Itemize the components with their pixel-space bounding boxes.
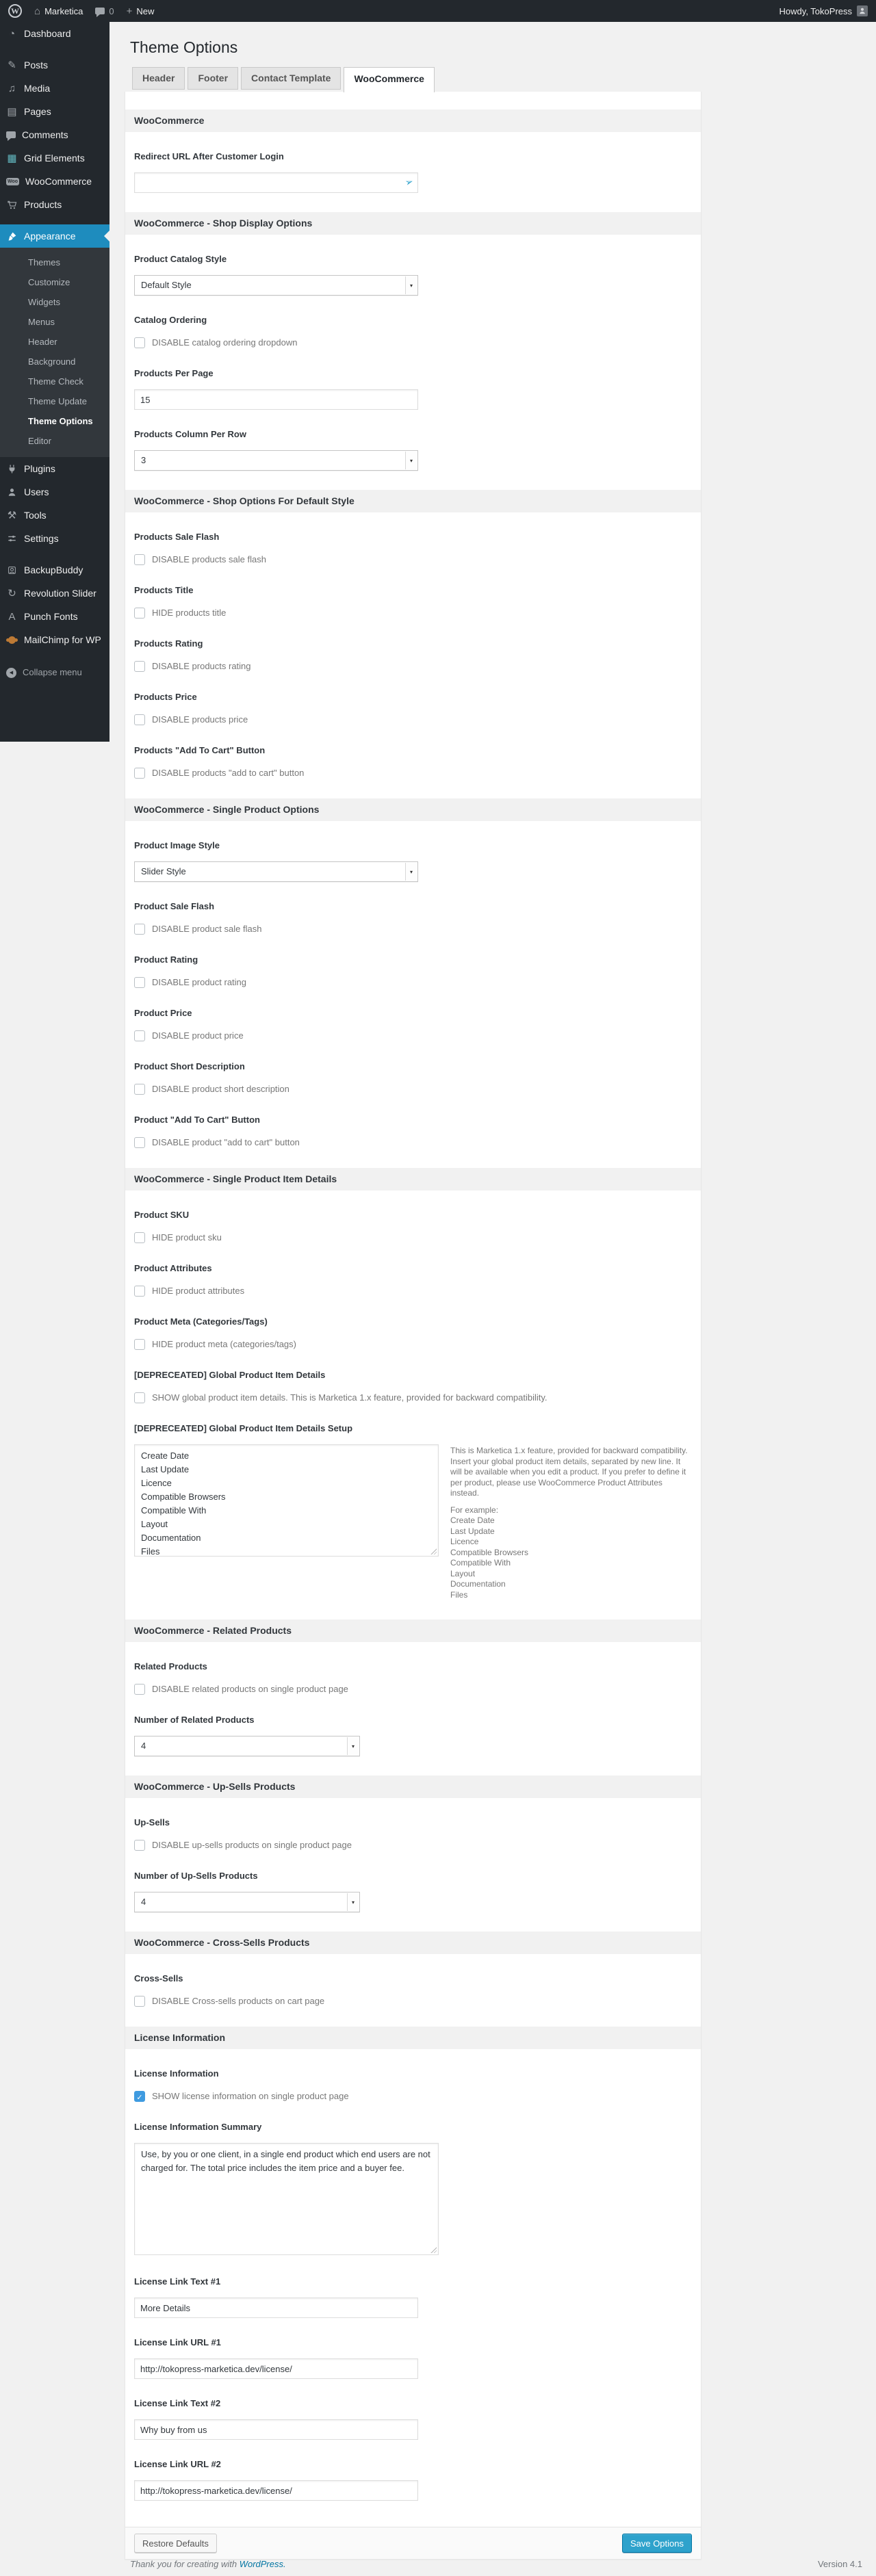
field-license-link-url-1 [134,2337,692,2379]
input-wrap [134,389,418,410]
account-menu[interactable] [780,5,868,16]
field-products-add-to-cart-button [134,744,692,779]
checkbox-row-product-sale-flash[interactable] [134,923,692,935]
submit-bar [125,2527,701,2559]
sidebar-item-label: Grid Elements [24,153,85,164]
tab-contact-template[interactable]: Contact Template [241,67,341,90]
checkbox-label: DISABLE product "add to cart" button [152,1137,300,1147]
field-number-of-related-products [134,1714,692,1756]
checkbox[interactable] [134,1084,145,1095]
checkbox-label: DISABLE products sale flash [152,554,266,564]
checkbox-label: DISABLE products rating [152,661,251,671]
sidebar-item-label: Products [24,199,62,210]
section-fields [125,1661,701,1758]
sidebar-item-punch-fonts[interactable] [0,605,110,628]
field-product-short-description [134,1061,692,1095]
field-redirect-url-after-customer-login [134,151,692,193]
home-icon: ⌂ [34,5,41,17]
revolution-slider-icon: ↻ [8,587,16,599]
section-header-license-information: License Information [125,2027,701,2049]
main-content [110,22,876,2560]
section-header-woocommerce-related-products: WooCommerce - Related Products [125,1619,701,1642]
select-value: Default Style [141,280,192,290]
section-fields [125,840,701,1150]
checkbox-label: DISABLE product rating [152,977,247,987]
field-license-information [134,2068,692,2103]
wordpress-link[interactable]: WordPress. [239,2559,286,2569]
footer-thanks [130,2559,286,2569]
sidebar-item-appearance[interactable] [0,224,110,248]
section-fields [125,1209,701,1602]
sidebar-item-label: Comments [22,129,68,140]
checkbox-label: HIDE product attributes [152,1286,245,1296]
submenu-item-menus[interactable]: Menus [28,317,55,327]
note-line: Documentation [450,1579,506,1589]
admin-sidebar [0,22,110,742]
checkbox[interactable] [134,714,145,725]
field-label: [DEPRECEATED] Global Product Item Details Setup [134,1423,353,1433]
field-label: Number of Up-Sells Products [134,1871,258,1881]
select-value: 4 [141,1741,146,1751]
field-products-per-page [134,367,692,410]
textarea-wrap [134,1444,439,1559]
field-number-of-up-sells-products [134,1870,692,1912]
submenu-item-editor[interactable]: Editor [28,436,51,446]
checkbox-row-products-title[interactable] [134,607,692,619]
checkbox[interactable] [134,554,145,565]
field-label: License Information Summary [134,2122,262,2132]
backupbuddy-icon [6,565,18,575]
input-wrap [134,2480,418,2501]
sidebar-item-label: Settings [24,533,59,544]
field-label: Products "Add To Cart" Button [134,745,266,755]
sidebar-item-label: Punch Fonts [24,611,78,622]
select-value: 4 [141,1897,146,1907]
section-bottom-space [134,471,692,472]
appearance-submenu [0,248,110,457]
checkbox-label: DISABLE products "add to cart" button [152,768,305,778]
submenu-item-background[interactable]: Background [28,356,76,367]
admin-footer [130,2559,862,2569]
section-fields [125,2068,701,2501]
admin-bar [0,0,876,22]
collapse-icon: ◀ [6,668,16,678]
field-label: License Information [134,2068,219,2079]
field-product-catalog-style [134,253,692,296]
input-wrap [134,2419,418,2440]
checkbox-label: HIDE product sku [152,1232,222,1243]
text-input-products-per-page[interactable] [134,389,418,410]
select-product-image-style[interactable] [134,861,418,882]
theme-options-panel [125,92,701,2560]
avatar [857,5,868,16]
field-product-meta-categories-tags [134,1316,692,1351]
sidebar-item-label: WooCommerce [25,176,92,187]
field-product-rating [134,954,692,989]
field-license-link-url-2 [134,2458,692,2501]
field-label: Number of Related Products [134,1715,255,1725]
tabs [132,67,862,92]
submenu-item-theme-update[interactable]: Theme Update [28,396,87,406]
mailchimp-icon [8,636,16,644]
field-label: License Link Text #1 [134,2276,221,2287]
field-products-price [134,691,692,726]
footer-version: Version 4.1 [817,2559,862,2569]
submenu-item-widgets[interactable]: Widgets [28,297,60,307]
checkbox[interactable] [134,768,145,779]
submenu-item-header[interactable]: Header [28,337,57,347]
text-input-license-link-text-1[interactable] [134,2298,418,2318]
field-label: Products Rating [134,638,203,649]
settings-icon [6,534,18,544]
field-product-add-to-cart-button [134,1114,692,1149]
sidebar-item-label: Tools [24,510,47,521]
users-icon [6,487,18,497]
checkbox[interactable] [134,608,145,619]
select-number-of-related-products[interactable] [134,1736,360,1756]
field-label: License Link URL #1 [134,2337,221,2347]
menu-separator [0,45,110,53]
checkbox-row-products-add-to-cart-button[interactable] [134,767,692,779]
field-label: License Link Text #2 [134,2398,221,2408]
field-label: Product Price [134,1008,192,1018]
footer-thanks-text: Thank you for creating with [130,2559,240,2569]
checkbox[interactable] [134,1840,145,1851]
sidebar-item-label: BackupBuddy [24,564,83,575]
checkbox-label: DISABLE Cross-sells products on cart page [152,1996,325,2006]
sidebar-item-posts[interactable] [0,53,110,77]
section-bottom-space [134,779,692,781]
sidebar-item-grid-elements[interactable] [0,146,110,170]
section-header-woocommerce: WooCommerce [125,109,701,132]
sidebar-item-comments[interactable] [0,123,110,146]
checkbox[interactable] [134,1030,145,1041]
text-input-license-link-url-1[interactable] [134,2358,418,2379]
wordpress-menu[interactable] [8,4,22,18]
field-label: Products Sale Flash [134,532,220,542]
plus-icon: + [126,5,133,17]
chevron-down-icon: ▾ [347,1893,359,1911]
sidebar-item-label: MailChimp for WP [24,634,101,645]
checkbox-label: DISABLE up-sells products on single product page [152,1840,352,1850]
plugins-icon [6,464,18,474]
field-label: Product Catalog Style [134,254,227,264]
checkbox-row-up-sells[interactable] [134,1839,692,1851]
textarea-depreceated-global-product-item-details-setup[interactable] [134,1444,439,1557]
field-description [450,1444,691,1600]
site-link[interactable] [34,6,83,16]
select-product-catalog-style[interactable] [134,275,418,296]
field-label: Cross-Sells [134,1973,183,1983]
menu-separator [0,550,110,558]
checkbox-label: SHOW global product item details. This is Marketica 1.x feature, provided for backward compatibility. [152,1392,548,1403]
checkbox-row-product-rating[interactable] [134,976,692,989]
field-product-image-style [134,840,692,882]
sidebar-item-revolution-slider[interactable] [0,582,110,605]
textarea-wrap [134,2143,439,2257]
note-line: Licence [450,1537,479,1546]
field-cross-sells [134,1973,692,2007]
howdy-text: Howdy, TokoPress [779,5,852,16]
section-header-woocommerce-shop-options-for-default-style: WooCommerce - Shop Options For Default Style [125,490,701,512]
chevron-down-icon: ▾ [405,276,417,294]
input-wrap [134,2358,418,2379]
field-label: Product Rating [134,954,198,965]
sidebar-item-users[interactable] [0,480,110,504]
chevron-down-icon: ▾ [347,1737,359,1755]
sidebar-item-backupbuddy[interactable] [0,558,110,582]
checkbox[interactable] [134,1232,145,1243]
section-fields [125,1817,701,1914]
section-header-woocommerce-up-sells-products: WooCommerce - Up-Sells Products [125,1775,701,1798]
sidebar-item-label: Pages [24,106,51,117]
text-input-redirect-url-after-customer-login[interactable] [134,172,418,193]
note-line: Last Update [450,1526,495,1536]
input-wrap [134,2298,418,2318]
field-label: Product Short Description [134,1061,245,1071]
section-bottom-space [134,1149,692,1150]
field-license-link-text-2 [134,2397,692,2440]
checkbox-row-product-price[interactable] [134,1030,692,1042]
sidebar-item-label: Users [24,486,49,497]
checkbox[interactable] [134,1392,145,1403]
checkbox-row-product-sku[interactable] [134,1232,692,1244]
comment-icon [6,131,16,138]
field-label: Product "Add To Cart" Button [134,1115,260,1125]
field-catalog-ordering [134,314,692,349]
appearance-icon [6,231,18,242]
checkbox[interactable] [134,924,145,935]
section-header-woocommerce-single-product-options: WooCommerce - Single Product Options [125,798,701,821]
sidebar-item-tools[interactable] [0,504,110,527]
field-related-products [134,1661,692,1695]
checkbox[interactable] [134,661,145,672]
checkbox[interactable] [134,977,145,988]
section-bottom-space [134,1912,692,1914]
section-fields [125,253,701,472]
submenu-item-theme-options[interactable]: Theme Options [28,416,93,426]
section-header-woocommerce-cross-sells-products: WooCommerce - Cross-Sells Products [125,1931,701,1954]
field-label: Products Column Per Row [134,429,246,439]
checkbox-row-related-products[interactable] [134,1683,692,1695]
checkbox[interactable] [134,1996,145,2007]
field-license-link-text-1 [134,2276,692,2318]
sidebar-item-label: Appearance [24,231,76,242]
field-products-sale-flash [134,531,692,566]
panel-sections [125,109,701,2501]
submenu-item-customize[interactable]: Customize [28,277,70,287]
field-products-title [134,584,692,619]
checkbox-label: HIDE product meta (categories/tags) [152,1339,296,1349]
field-product-sale-flash [134,900,692,935]
page-title: Theme Options [130,38,238,56]
admin-menu [0,22,110,684]
sidebar-item-collapse-menu[interactable] [0,661,110,684]
field-product-sku [134,1209,692,1244]
field-label: Products Title [134,585,194,595]
section-bottom-space [134,2007,692,2009]
sidebar-item-label: Plugins [24,463,55,474]
checkbox[interactable] [134,1684,145,1695]
textarea-row [134,1444,692,1600]
section-fields [125,151,701,194]
checkbox[interactable] [134,337,145,348]
checkbox-row-cross-sells[interactable] [134,1995,692,2007]
checkbox[interactable] [134,1137,145,1148]
select-value: Slider Style [141,866,186,876]
checkbox-row-catalog-ordering[interactable] [134,337,692,349]
field-up-sells [134,1817,692,1851]
checkbox-row-products-rating[interactable] [134,660,692,673]
field-product-price [134,1007,692,1042]
section-fields [125,531,701,781]
field-label: Products Price [134,692,197,702]
input-wrap [134,172,418,193]
new-label: New [136,5,155,16]
tab-woocommerce[interactable]: WooCommerce [344,67,434,92]
field-label: Product Attributes [134,1263,212,1273]
sidebar-item-mailchimp-for-wp[interactable] [0,628,110,651]
note-line: For example: [450,1505,499,1515]
field-label: Product SKU [134,1210,190,1220]
sidebar-item-settings[interactable] [0,527,110,550]
section-bottom-space [134,1600,692,1602]
sidebar-item-label: Collapse menu [23,667,82,677]
field-label: Product Meta (Categories/Tags) [134,1316,268,1327]
select-value: 3 [141,455,146,465]
checkbox[interactable]: ✓ [134,2091,145,2102]
comments-shortcut[interactable] [95,6,114,16]
chevron-down-icon: ▾ [405,863,417,881]
field-license-information-summary [134,2121,692,2257]
save-options-button[interactable]: Save Options [622,2534,692,2553]
sidebar-item-label: Dashboard [24,28,71,39]
section-bottom-space [134,193,692,194]
checkbox-label: DISABLE related products on single product page [152,1684,348,1694]
note-gap [450,1499,691,1505]
sidebar-item-label: Revolution Slider [24,588,96,599]
checkbox-row-product-attributes[interactable] [134,1285,692,1297]
pages-icon: ▤ [7,105,17,118]
sidebar-item-label: Media [24,83,51,94]
checkbox-label: DISABLE products price [152,714,248,725]
section-bottom-space [134,1756,692,1758]
field-depreceated-global-product-item-details [134,1369,692,1404]
dashboard-icon: ◔ [8,27,16,40]
new-content-menu[interactable] [127,6,155,16]
tools-icon: ⚒ [7,509,17,521]
checkbox-row-product-meta-categories-tags[interactable] [134,1338,692,1351]
field-label: Up-Sells [134,1817,170,1827]
checkbox-row-product-short-description[interactable] [134,1083,692,1095]
checkbox-label: DISABLE product short description [152,1084,289,1094]
comment-count: 0 [109,5,114,16]
note-line: Compatible Browsers [450,1547,529,1557]
text-input-license-link-url-2[interactable] [134,2480,418,2501]
field-label: Related Products [134,1661,207,1671]
section-header-woocommerce-single-product-item-details: WooCommerce - Single Product Item Details [125,1168,701,1191]
textarea-row [134,2143,692,2257]
punch-fonts-icon: A [8,610,16,623]
sidebar-item-woocommerce[interactable] [0,170,110,193]
field-label: [DEPRECEATED] Global Product Item Details [134,1370,326,1380]
checkbox-row-product-add-to-cart-button[interactable] [134,1136,692,1149]
section-fields [125,1973,701,2009]
note-line: Files [450,1589,468,1600]
note-line: Create Date [450,1515,495,1525]
checkbox-label: SHOW license information on single product page [152,2091,349,2101]
checkbox-label: DISABLE catalog ordering dropdown [152,337,298,348]
select-products-column-per-row[interactable] [134,450,418,471]
submenu-item-theme-check[interactable]: Theme Check [28,376,83,387]
field-products-rating [134,638,692,673]
note-line: This is Marketica 1.x feature, provided for backward compatibility. Insert your global product item details, separated by new line. It will be available when you edit a product. If you prefer to define it per product, please use WooCommerce Product Attributes instead. [450,1446,688,1498]
field-products-column-per-row [134,428,692,471]
checkbox-row-products-price[interactable] [134,714,692,726]
submenu-item-themes[interactable]: Themes [28,257,60,268]
products-icon [6,200,18,210]
sidebar-item-products[interactable] [0,193,110,216]
note-line: Layout [450,1568,476,1578]
wp-logo-icon: W [8,4,22,18]
checkbox-row-depreceated-global-product-item-details[interactable] [134,1392,692,1404]
sidebar-item-dashboard[interactable] [0,22,110,45]
checkbox[interactable] [134,1286,145,1297]
textarea-license-information-summary[interactable] [134,2143,439,2255]
media-icon: ♫ [8,82,16,94]
checkbox-label: DISABLE product price [152,1030,244,1041]
sidebar-item-plugins[interactable] [0,457,110,480]
text-input-license-link-text-2[interactable] [134,2419,418,2440]
tab-footer[interactable]: Footer [188,67,238,90]
field-label: License Link URL #2 [134,2459,221,2469]
chevron-down-icon: ▾ [405,452,417,469]
checkbox-label: HIDE products title [152,608,227,618]
sidebar-item-media[interactable] [0,77,110,100]
field-label: Redirect URL After Customer Login [134,151,284,161]
field-label: Product Image Style [134,840,220,850]
field-label: Products Per Page [134,368,214,378]
url-picker-icon[interactable]: ➢ [403,175,415,189]
menu-separator [0,216,110,224]
section-header-woocommerce-shop-display-options: WooCommerce - Shop Display Options [125,212,701,235]
checkbox-label: DISABLE product sale flash [152,924,262,934]
sidebar-item-label: Posts [24,60,49,70]
checkbox-row-products-sale-flash[interactable] [134,554,692,566]
select-number-of-up-sells-products[interactable] [134,1892,360,1912]
sidebar-item-pages[interactable] [0,100,110,123]
comment-bubble-icon [95,8,105,14]
field-product-attributes [134,1262,692,1297]
restore-defaults-button[interactable]: Restore Defaults [134,2534,217,2553]
woocommerce-icon: Woo [8,179,18,184]
field-depreceated-global-product-item-details-setup [134,1422,692,1600]
site-name: Marketica [44,5,83,16]
note-line: Compatible With [450,1558,511,1567]
checkbox[interactable] [134,1339,145,1350]
field-label: Product Sale Flash [134,901,215,911]
field-label: Catalog Ordering [134,315,207,325]
grid-elements-icon: ▦ [7,152,17,164]
posts-icon: ✎ [8,59,16,71]
tab-header[interactable]: Header [132,67,185,90]
checkbox-row-license-information[interactable] [134,2090,692,2103]
